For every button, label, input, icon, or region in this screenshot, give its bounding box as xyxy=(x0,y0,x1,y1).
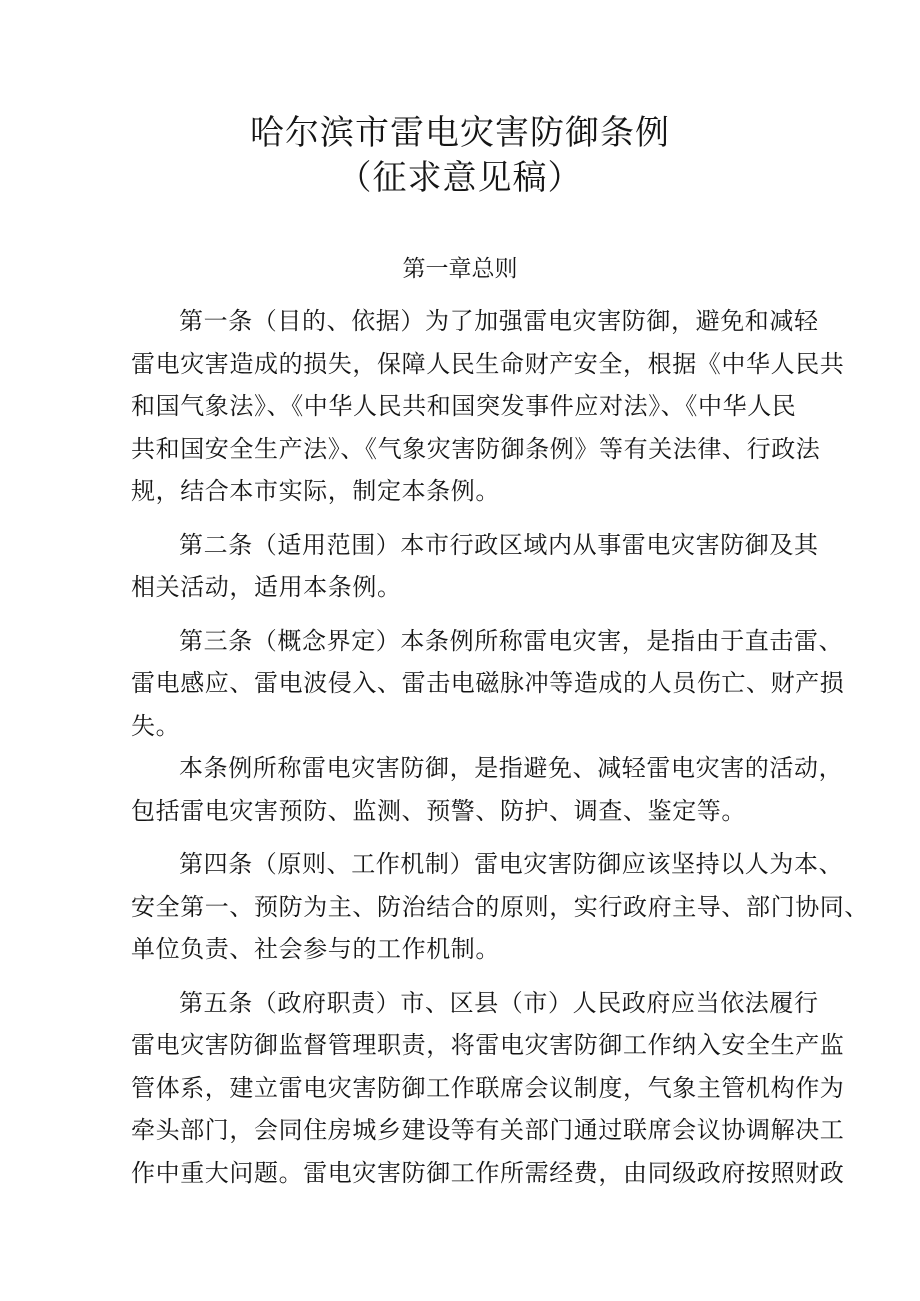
text-line: 雷电灾害造成的损失，保障人民生命财产安全，根据《中华人民共 xyxy=(131,349,845,378)
document-title: 哈尔滨市雷电灾害防御条例 xyxy=(250,113,670,153)
article-3-paragraph xyxy=(131,620,845,748)
text-line: 管体系，建立雷电灾害防御工作联席会议制度，气象主管机构作为 xyxy=(131,1073,845,1102)
text-line: 安全第一、预防为主、防治结合的原则，实行政府主导、部门协同、 xyxy=(131,892,869,921)
text-line: 和国气象法》、《中华人民共和国突发事件应对法》、《中华人民 xyxy=(131,392,797,420)
article-3-continuation-paragraph xyxy=(131,747,844,832)
text-line: 第二条（适用范围）本市行政区域内从事雷电灾害防御及其 xyxy=(179,530,819,559)
article-2-paragraph xyxy=(131,524,819,609)
article-4-paragraph xyxy=(131,843,869,971)
text-line: 共和国安全生产法》、《气象灾害防御条例》等有关法律、行政法 xyxy=(131,434,821,463)
text-line: 本条例所称雷电灾害防御，是指避免、减轻雷电灾害的活动， xyxy=(179,754,844,782)
text-line: 第一条（目的、依据）为了加强雷电灾害防御，避免和减轻 xyxy=(179,307,819,335)
text-line: 第四条（原则、工作机制）雷电灾害防御应该坚持以人为本、 xyxy=(179,850,844,878)
text-line: 牵头部门，会同住房城乡建设等有关部门通过联席会议协调解决工 xyxy=(131,1116,845,1144)
document-subtitle: （征求意见稿） xyxy=(337,158,583,198)
chapter-heading: 第一章总则 xyxy=(402,256,518,282)
text-line: 包括雷电灾害预防、监测、预警、防护、调查、鉴定等。 xyxy=(131,796,746,825)
text-line: 规，结合本市实际，制定本条例。 xyxy=(131,477,500,505)
document-body xyxy=(131,300,869,1194)
text-line: 失。 xyxy=(131,711,181,740)
text-line: 第五条（政府职责）市、区县（市）人民政府应当依法履行 xyxy=(179,988,819,1017)
text-line: 第三条（概念界定）本条例所称雷电灾害，是指由于直击雷、 xyxy=(179,626,844,655)
text-line: 雷电灾害防御监督管理职责，将雷电灾害防御工作纳入安全生产监 xyxy=(131,1031,845,1059)
text-line: 相关活动，适用本条例。 xyxy=(131,573,402,601)
text-line: 单位负责、社会参与的工作机制。 xyxy=(131,935,500,963)
text-line: 作中重大问题。雷电灾害防御工作所需经费，由同级政府按照财政 xyxy=(131,1158,845,1187)
article-1-paragraph xyxy=(131,300,845,513)
article-5-paragraph xyxy=(131,982,845,1195)
text-line: 雷电感应、雷电波侵入、雷击电磁脉冲等造成的人员伤亡、财产损 xyxy=(131,669,845,697)
